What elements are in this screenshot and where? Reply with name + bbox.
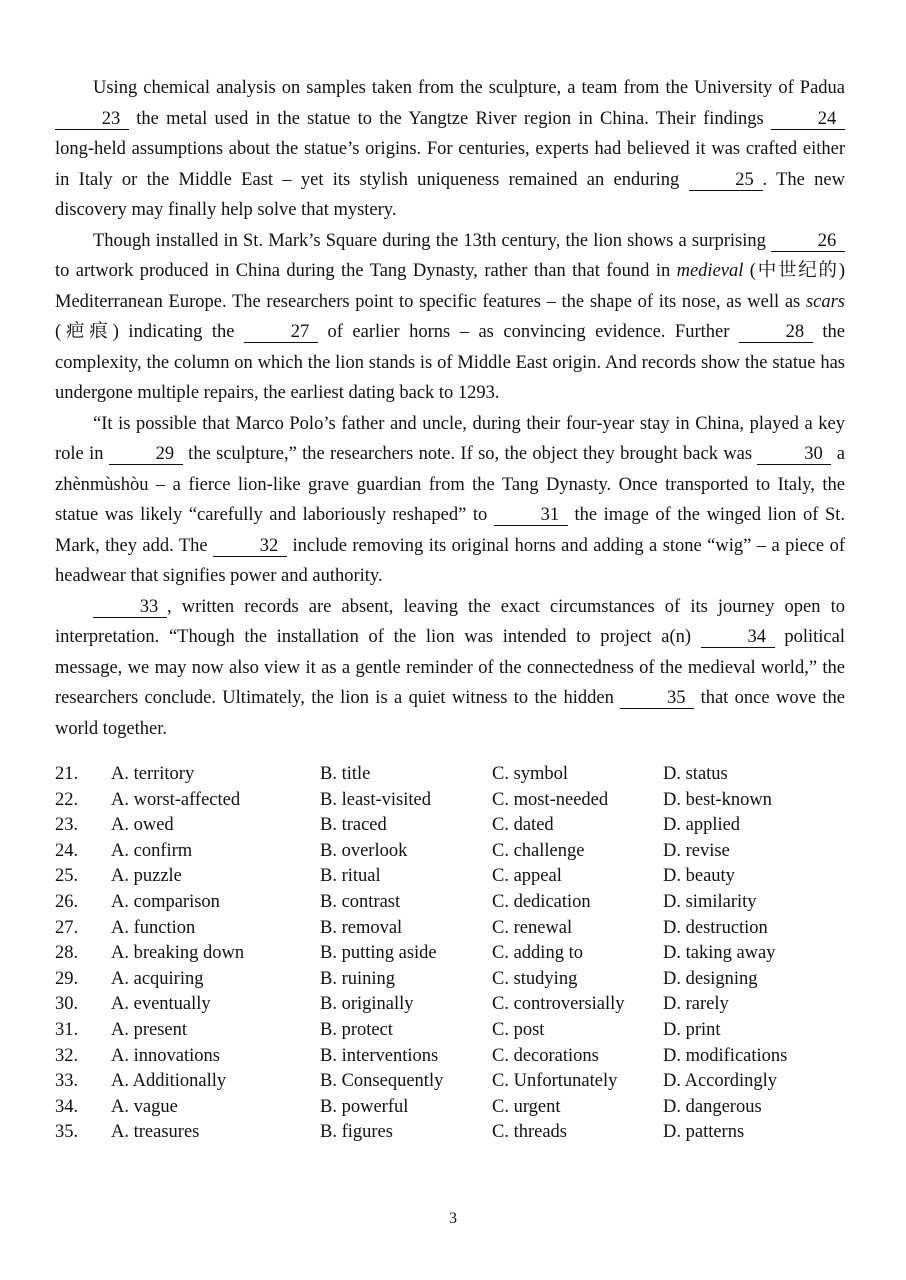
paragraph-4: 33 , written records are absent, leaving the exact circumstances of its journey open to interpretation. “Though the installation of the lion was intended to project a(n) 34 political message, we may now also view it as a gentle reminder of the connectedness of the medieval world,” the researchers conclude. Ultimately, the lion is a quiet witness to the hidden 35 that once wove the world together.	[55, 596, 845, 739]
blank-29[interactable]: 29	[109, 445, 183, 465]
question-number: 24.	[55, 840, 79, 861]
option-row	[55, 1071, 855, 1097]
option-row	[55, 764, 855, 790]
option-d[interactable]: D. rarely	[663, 994, 729, 1015]
option-b[interactable]: B. putting aside	[320, 943, 437, 964]
option-d[interactable]: D. applied	[663, 815, 741, 836]
option-c[interactable]: C. Unfortunately	[492, 1071, 618, 1092]
question-number: 27.	[55, 917, 79, 938]
paragraph-1: Using chemical analysis on samples taken from the sculpture, a team from the University of Padua 23 the metal used in the statue to the Yangtze River region in China. Their findings 24 long-held assumptions about the statue’s origins. For centuries, experts had believed it was crafted either in Italy or the Middle East – yet its stylish uniqueness remained an enduring 25 . The new discovery may finally help solve that mystery.	[55, 78, 845, 220]
option-c[interactable]: C. dated	[492, 815, 554, 836]
term-medieval: medieval	[676, 261, 744, 281]
option-d[interactable]: D. dangerous	[663, 1096, 762, 1117]
option-a[interactable]: A. owed	[111, 815, 174, 836]
page-number: 3	[449, 1210, 457, 1227]
option-d[interactable]: D. best-known	[663, 789, 772, 810]
option-d[interactable]: D. beauty	[663, 866, 735, 887]
blank-32[interactable]: 32	[213, 537, 287, 557]
question-number: 30.	[55, 994, 79, 1015]
question-number: 23.	[55, 815, 79, 836]
option-row	[55, 841, 855, 867]
option-b[interactable]: B. contrast	[320, 891, 401, 912]
option-d[interactable]: D. status	[663, 764, 728, 784]
blank-35[interactable]: 35	[620, 689, 694, 709]
option-b[interactable]: B. ritual	[320, 866, 381, 887]
gloss-scars: (疤痕)	[55, 322, 119, 342]
option-row	[55, 969, 855, 995]
question-number: 22.	[55, 789, 79, 810]
question-number: 32.	[55, 1045, 79, 1066]
option-d[interactable]: D. designing	[663, 968, 758, 989]
question-number: 35.	[55, 1122, 79, 1143]
option-b[interactable]: B. interventions	[320, 1045, 439, 1066]
option-row	[55, 1020, 855, 1046]
option-d[interactable]: D. patterns	[663, 1122, 745, 1143]
question-number: 29.	[55, 968, 79, 989]
option-b[interactable]: B. powerful	[320, 1096, 409, 1117]
option-a[interactable]: A. territory	[111, 764, 195, 784]
option-a[interactable]: A. breaking down	[111, 943, 245, 964]
option-a[interactable]: A. worst-affected	[111, 789, 241, 810]
option-b[interactable]: B. ruining	[320, 968, 396, 989]
question-number: 28.	[55, 943, 79, 964]
option-c[interactable]: C. appeal	[492, 866, 562, 887]
option-b[interactable]: B. least-visited	[320, 789, 431, 810]
option-c[interactable]: C. post	[492, 1019, 545, 1040]
option-c[interactable]: C. studying	[492, 968, 578, 989]
option-d[interactable]: D. similarity	[663, 891, 757, 912]
option-d[interactable]: D. revise	[663, 840, 730, 861]
blank-34[interactable]: 34	[701, 628, 775, 648]
option-c[interactable]: C. controversially	[492, 994, 625, 1015]
question-number: 21.	[55, 764, 79, 784]
answer-options	[55, 764, 855, 1148]
option-b[interactable]: B. removal	[320, 917, 403, 938]
option-d[interactable]: D. taking away	[663, 943, 776, 964]
question-number: 25.	[55, 866, 79, 887]
option-a[interactable]: A. present	[111, 1019, 188, 1040]
option-a[interactable]: A. acquiring	[111, 968, 204, 989]
option-b[interactable]: B. overlook	[320, 840, 408, 861]
paragraph-3: “It is possible that Marco Polo’s father and uncle, during their four-year stay in China, played a key role in 29 the sculpture,” the researchers note. If so, the object they brought back was 30 a zhènmùshòu – a fierce lion-like grave guardian from the Tang Dynasty. Once transported to Italy, the statue was likely “carefully and laboriously reshaped” to 31 the image of the winged lion of St. Mark, they add. The 32 include removing its original horns and adding a stone “wig” – a piece of headwear that signifies power and authority.	[55, 413, 845, 586]
blank-31[interactable]: 31	[494, 506, 568, 526]
option-a[interactable]: A. Additionally	[111, 1071, 227, 1092]
option-c[interactable]: C. dedication	[492, 891, 591, 912]
option-a[interactable]: A. function	[111, 917, 196, 938]
option-a[interactable]: A. eventually	[111, 994, 211, 1015]
option-c[interactable]: C. challenge	[492, 840, 585, 861]
question-number: 34.	[55, 1096, 79, 1117]
option-c[interactable]: C. renewal	[492, 917, 573, 938]
blank-28[interactable]: 28	[739, 323, 813, 343]
option-c[interactable]: C. most-needed	[492, 789, 609, 810]
option-d[interactable]: D. print	[663, 1019, 721, 1040]
option-b[interactable]: B. traced	[320, 815, 387, 836]
option-row	[55, 918, 855, 944]
option-row	[55, 994, 855, 1020]
option-d[interactable]: D. destruction	[663, 917, 768, 938]
blank-24[interactable]: 24	[771, 110, 845, 130]
question-number: 33.	[55, 1071, 79, 1092]
gloss-medieval: (中世纪的)	[743, 261, 845, 281]
blank-30[interactable]: 30	[757, 445, 831, 465]
option-c[interactable]: C. adding to	[492, 943, 583, 964]
blank-27[interactable]: 27	[244, 323, 318, 343]
option-b[interactable]: B. protect	[320, 1019, 393, 1040]
option-a[interactable]: A. comparison	[111, 891, 220, 912]
option-row	[55, 892, 855, 918]
option-row	[55, 1122, 855, 1148]
blank-23[interactable]: 23	[55, 110, 129, 130]
option-c[interactable]: C. symbol	[492, 764, 569, 784]
option-a[interactable]: A. innovations	[111, 1045, 220, 1066]
option-row	[55, 866, 855, 892]
blank-25[interactable]: 25	[689, 171, 763, 191]
option-row	[55, 790, 855, 816]
option-c[interactable]: C. urgent	[492, 1096, 561, 1117]
option-d[interactable]: D. modifications	[663, 1045, 788, 1066]
option-c[interactable]: C. threads	[492, 1122, 568, 1143]
option-c[interactable]: C. decorations	[492, 1045, 599, 1066]
option-b[interactable]: B. figures	[320, 1122, 393, 1143]
blank-33[interactable]: 33	[93, 598, 167, 618]
option-d[interactable]: D. Accordingly	[663, 1071, 778, 1092]
option-a[interactable]: A. treasures	[111, 1122, 200, 1143]
question-number: 31.	[55, 1019, 79, 1040]
option-a[interactable]: A. vague	[111, 1096, 178, 1117]
question-number: 26.	[55, 891, 79, 912]
paragraph-2: Though installed in St. Mark’s Square during the 13th century, the lion shows a surprising 26 to artwork produced in China during the Tang Dynasty, rather than that found in medieval (中世纪的) Mediterranean Europe. The researchers point to specific features – the shape of its nose, as well as scars (疤痕) indicating the 27 of earlier horns – as convincing evidence. Further 28 the complexity, the column on which the lion stands is of Middle East origin. And records show the statue has undergone multiple repairs, the earliest dating back to 1293.	[55, 230, 845, 403]
option-a[interactable]: A. puzzle	[111, 866, 182, 887]
term-scars: scars	[805, 291, 845, 312]
option-row	[55, 1046, 855, 1072]
option-row	[55, 815, 855, 841]
cloze-passage	[55, 73, 845, 744]
option-b[interactable]: B. originally	[320, 994, 414, 1015]
option-row	[55, 1097, 855, 1123]
blank-26[interactable]: 26	[771, 232, 845, 252]
option-row	[55, 943, 855, 969]
option-a[interactable]: A. confirm	[111, 840, 193, 861]
option-b[interactable]: B. title	[320, 764, 371, 784]
option-b[interactable]: B. Consequently	[320, 1071, 444, 1092]
